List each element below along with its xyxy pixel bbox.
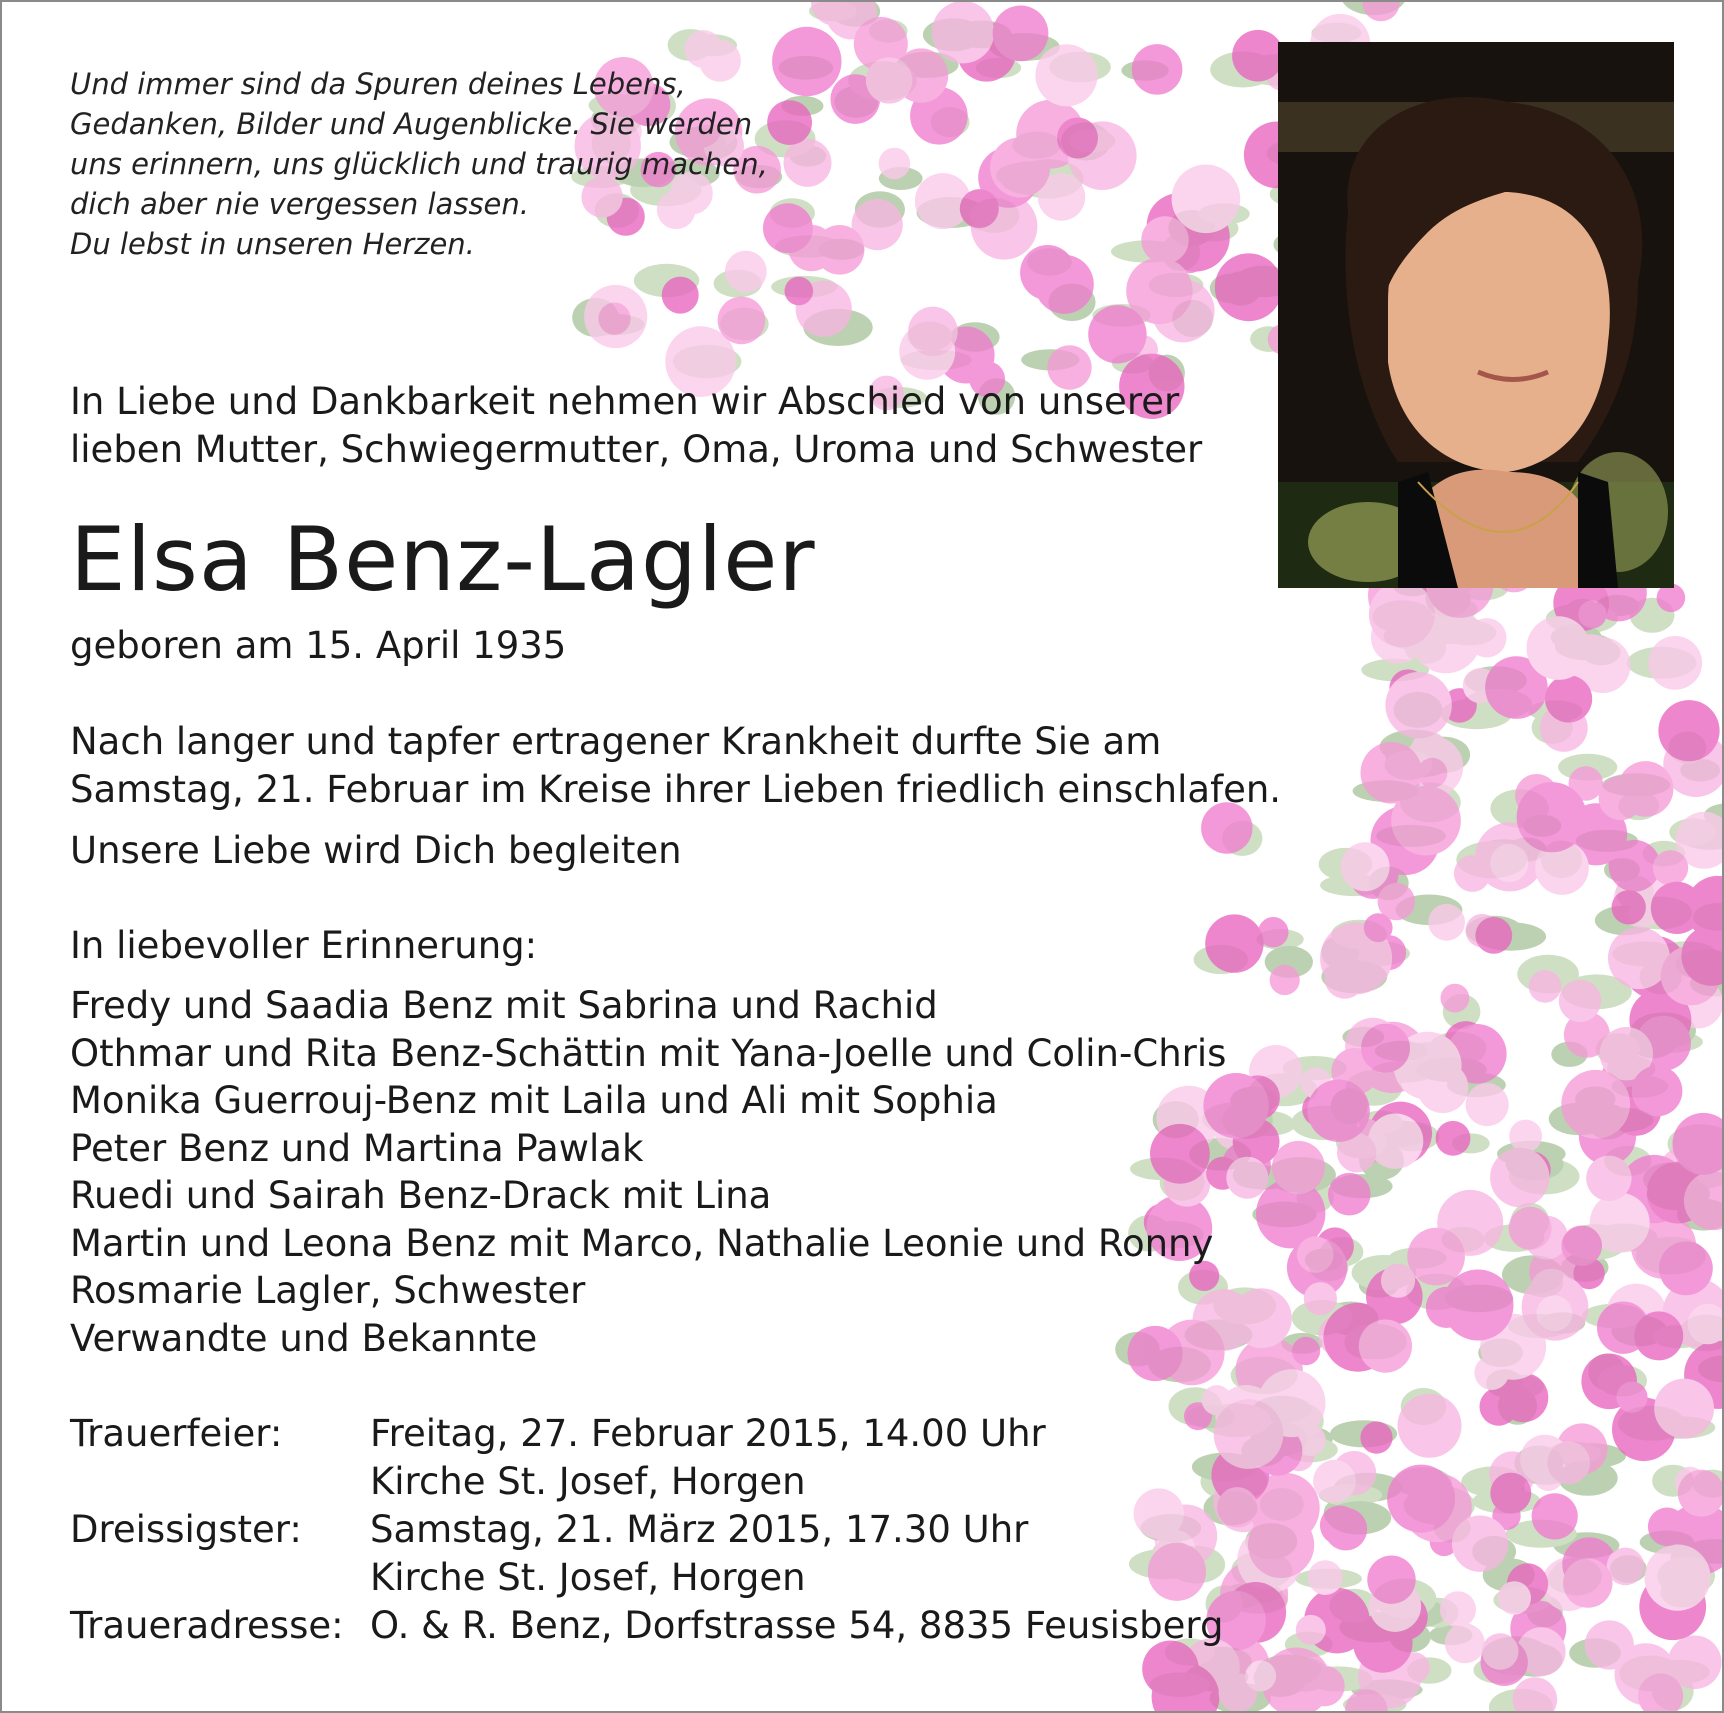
rose-bloom <box>1445 1623 1485 1663</box>
rose-bloom <box>1296 1615 1326 1645</box>
mourner-entry: Peter Benz und Martina Pawlak <box>70 1126 644 1170</box>
rose-bloom <box>1313 1460 1356 1503</box>
rose-bloom <box>1361 742 1423 804</box>
farewell-line: Unsere Liebe wird Dich begleiten <box>70 829 682 872</box>
rose-bloom <box>1545 675 1592 722</box>
rose-bloom <box>866 57 912 103</box>
rose-bloom <box>1648 636 1702 690</box>
thirtieth-label: Dreissigster: <box>70 1508 302 1551</box>
rose-bloom <box>1385 672 1451 738</box>
rose-bloom <box>785 277 814 306</box>
rose-bloom <box>1215 253 1283 321</box>
poem-line: Und immer sind da Spuren deines Lebens, <box>70 67 686 101</box>
rose-bloom <box>1616 1382 1647 1413</box>
rose-bloom <box>1057 118 1098 159</box>
rose-bloom <box>1325 958 1366 999</box>
rose-bloom <box>1608 927 1670 989</box>
rose-bloom <box>1490 1473 1531 1514</box>
thirtieth-place-row <box>70 1554 1223 1602</box>
rose-bloom <box>784 139 832 187</box>
rose-bloom <box>1248 1512 1314 1578</box>
deceased-name: Elsa Benz-Lagler <box>70 508 816 611</box>
rose-bloom <box>1381 1264 1415 1298</box>
rose-bloom <box>772 27 841 96</box>
mourner-entry: Monika Guerrouj-Benz mit Laila und Ali mit Sophia <box>70 1079 998 1122</box>
funeral-row <box>70 1410 1223 1458</box>
rose-bloom <box>1536 1295 1572 1331</box>
rose-bloom <box>718 297 766 345</box>
rose-bloom <box>1659 1242 1713 1296</box>
rose-bloom <box>1443 1270 1514 1341</box>
rose-bloom <box>1612 890 1646 924</box>
rose-bloom <box>1436 1121 1471 1156</box>
rose-bloom <box>1297 1236 1334 1273</box>
address-row <box>70 1602 1223 1650</box>
portrait-photo <box>1278 42 1674 588</box>
mourners-heading: In liebevoller Erinnerung: <box>70 924 538 967</box>
thirtieth-place: Kirche St. Josef, Horgen <box>370 1556 806 1599</box>
poem-line: dich aber nie vergessen lassen. <box>70 187 529 221</box>
rose-bloom <box>1226 1157 1268 1199</box>
rose-bloom <box>1369 581 1435 647</box>
rose-bloom <box>662 277 699 314</box>
poem-line: Du lebst in unseren Herzen. <box>70 227 475 261</box>
rose-bloom <box>1474 1355 1509 1390</box>
rose-bloom <box>1141 216 1188 263</box>
rose-bloom <box>1440 1591 1476 1627</box>
mourners-list <box>70 982 1226 1362</box>
rose-bloom <box>1634 1311 1683 1360</box>
rose-bloom <box>1368 1114 1423 1169</box>
rose-bloom <box>1561 1226 1602 1267</box>
rose-bloom <box>1529 970 1562 1003</box>
rose-bloom <box>1475 917 1512 954</box>
rose-bloom <box>1648 1508 1687 1547</box>
rose-bloom <box>767 100 812 145</box>
birth-date: geboren am 15. April 1935 <box>70 624 567 667</box>
mourner-entry: Othmar und Rita Benz-Schättin mit Yana-Joelle und Colin-Chris <box>70 1031 1227 1075</box>
rose-bloom <box>1367 1556 1415 1604</box>
rose-bloom <box>1304 1282 1337 1315</box>
rose-bloom <box>1527 616 1591 680</box>
rose-bloom <box>1359 1320 1412 1373</box>
rose-bloom <box>960 189 999 228</box>
memorial-poem <box>70 64 768 264</box>
rose-bloom <box>1599 776 1643 820</box>
rose-bloom <box>1609 840 1661 892</box>
rose-bloom <box>1035 44 1097 106</box>
rose-bloom <box>1214 1399 1284 1469</box>
rose-bloom <box>1398 1394 1462 1458</box>
rose-bloom <box>1651 882 1703 934</box>
mourner-entry: Ruedi und Sairah Benz-Drack mit Lina <box>70 1174 772 1217</box>
rose-bloom <box>1307 1080 1369 1142</box>
rose-bloom <box>1441 984 1470 1013</box>
rose-bloom <box>1362 2 1399 21</box>
passing-line: Nach langer und tapfer ertragener Krankheit durfte Sie am <box>70 720 1162 763</box>
rose-bloom <box>1361 1024 1410 1073</box>
rose-bloom <box>1428 904 1465 941</box>
rose-bloom <box>1509 1207 1552 1250</box>
thirtieth-row <box>70 1506 1223 1554</box>
rose-bloom <box>1509 1120 1542 1153</box>
rose-bloom <box>1364 913 1393 942</box>
thirtieth-date: Samstag, 21. März 2015, 17.30 Uhr <box>370 1508 1029 1551</box>
mourner-entry: Rosmarie Lagler, Schwester <box>70 1269 586 1312</box>
rose-bloom <box>1232 30 1284 82</box>
rose-bloom <box>1292 1337 1320 1365</box>
rose-bloom <box>990 137 1050 197</box>
rose-bloom <box>684 30 722 68</box>
rose-bloom <box>1466 1083 1509 1126</box>
rose-bloom <box>1132 44 1183 95</box>
rose-bloom <box>1578 600 1606 628</box>
rose-bloom <box>1482 1633 1519 1670</box>
rose-bloom <box>1387 1465 1455 1533</box>
rose-bloom <box>1586 1156 1631 1201</box>
rose-bloom <box>1205 914 1263 972</box>
rose-bloom <box>815 225 865 275</box>
rose-bloom <box>1308 1560 1343 1595</box>
rose-bloom <box>1632 1066 1683 1117</box>
rose-bloom <box>932 2 994 63</box>
rose-bloom <box>1417 1062 1468 1113</box>
rose-bloom <box>1324 1508 1367 1551</box>
poem-line: uns erinnern, uns glücklich und traurig machen, <box>70 147 768 181</box>
rose-bloom <box>1452 1516 1508 1572</box>
rose-bloom <box>1270 965 1300 995</box>
rose-bloom <box>1563 1558 1612 1607</box>
rose-bloom <box>993 6 1049 62</box>
rose-bloom <box>1490 844 1528 882</box>
rose-bloom <box>1498 1581 1531 1614</box>
intro-line: In Liebe und Dankbarkeit nehmen wir Abschied von unserer <box>70 380 1180 423</box>
address-label: Traueradresse: <box>70 1604 344 1647</box>
mourner-entry: Fredy und Saadia Benz mit Sabrina und Rachid <box>70 984 938 1027</box>
mourner-entry: Verwandte und Bekannte <box>70 1316 538 1360</box>
rose-bloom <box>1360 1422 1392 1454</box>
rose-bloom <box>1341 842 1390 891</box>
rose-bloom <box>1172 165 1241 234</box>
rose-bloom <box>1480 1388 1518 1426</box>
rose-bloom <box>1328 1173 1371 1216</box>
intro-line: lieben Mutter, Schwiegermutter, Oma, Uroma und Schwester <box>70 428 1203 471</box>
rose-bloom <box>1585 1620 1634 1669</box>
passing-line: Samstag, 21. Februar im Kreise ihrer Lieben friedlich einschlafen. <box>70 768 1282 811</box>
rose-bloom <box>598 303 630 335</box>
rose-bloom <box>1020 245 1075 300</box>
funeral-date: Freitag, 27. Februar 2015, 14.00 Uhr <box>370 1412 1046 1455</box>
rose-bloom <box>1513 1677 1558 1711</box>
mourning-address: O. & R. Benz, Dorfstrasse 54, 8835 Feusisberg <box>370 1604 1224 1647</box>
rose-bloom <box>879 148 911 180</box>
poem-line: Gedanken, Bilder und Augenblicke. Sie werden <box>70 107 753 141</box>
funeral-label: Trauerfeier: <box>70 1412 283 1455</box>
rose-bloom <box>1088 305 1146 363</box>
rose-bloom <box>1232 1288 1292 1348</box>
rose-bloom <box>1653 850 1688 885</box>
rose-bloom <box>1532 1493 1578 1539</box>
passing-text <box>70 718 1281 814</box>
rose-bloom <box>1644 1545 1710 1611</box>
rose-bloom <box>1407 1228 1465 1286</box>
rose-bloom <box>908 307 958 357</box>
rose-bloom <box>1658 700 1719 761</box>
rose-bloom <box>1517 782 1587 852</box>
intro-text <box>70 378 1202 474</box>
rose-bloom <box>763 203 813 253</box>
rose-bloom <box>1654 1379 1714 1439</box>
rose-bloom <box>1245 1660 1276 1691</box>
rose-bloom <box>1454 855 1491 892</box>
rose-bloom <box>1559 980 1601 1022</box>
rose-bloom <box>1561 1070 1630 1139</box>
rose-bloom <box>1490 1148 1549 1207</box>
rose-bloom <box>1547 1441 1590 1484</box>
funeral-place: Kirche St. Josef, Horgen <box>370 1460 806 1503</box>
funeral-place-row <box>70 1458 1223 1506</box>
service-details <box>70 1410 1223 1650</box>
mourner-entry: Martin und Leona Benz mit Marco, Nathalie Leonie und Ronny <box>70 1221 1214 1265</box>
rose-bloom <box>1272 1141 1325 1194</box>
